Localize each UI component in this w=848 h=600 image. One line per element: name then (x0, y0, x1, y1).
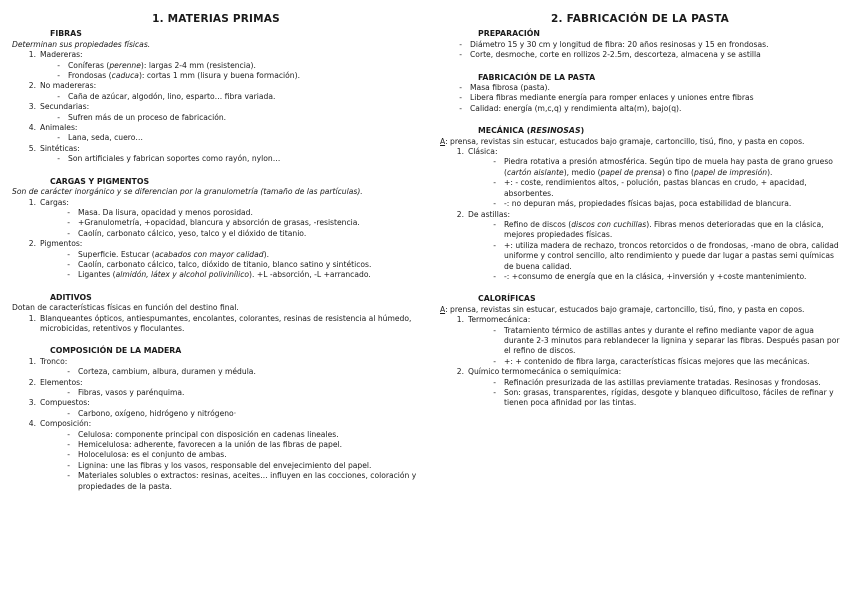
sub-item: - Refinación presurizada de las astillas previamente tratadas. Resinosas y frondosas. (440, 378, 840, 388)
item-number: 2. (28, 239, 36, 249)
item-label: Madereras: (40, 50, 83, 60)
heading-aditivos: ADITIVOS (50, 292, 92, 302)
intro-cargas: Son de carácter inorgánico y se diferencian por la granulometría (tamaño de las partículas). (12, 187, 363, 197)
sub-text: Son artificiales y fabrican soportes como rayón, nylon… (68, 154, 281, 164)
heading-text: ) (580, 126, 585, 136)
sub-text: +: - coste, rendimientos altos, - polución, pastas blancas en crudo, + apacidad, absorbentes. (504, 178, 807, 198)
sub-item: - Calidad: energía (m,c,q) y rendimienta alta(m), bajo(q). (440, 104, 840, 114)
list-item (440, 315, 840, 325)
sub-item: - Materiales solubles o extractos: resinas, aceites… influyen en las cocciones, coloración y propiedades de la pasta. (12, 471, 420, 492)
heading-italic: RESINOSAS (530, 126, 581, 136)
sub-item: - Masa. Da lisura, opacidad y menos porosidad. (12, 208, 420, 218)
item-label: Secundarias: (40, 102, 90, 112)
sub-text: ): cortas 1 mm (lisura y buena formación). (138, 71, 300, 81)
sub-item: - Libera fibras mediante energía para romper enlaces y uniones entre fibras (440, 93, 840, 103)
heading-cargas: CARGAS Y PIGMENTOS (50, 176, 150, 186)
sub-item: - Lana, seda, cuero… (12, 133, 420, 143)
item-label: Tronco: (40, 356, 68, 366)
heading-text: MECÁNICA ( (478, 126, 531, 136)
item-number: 5. (28, 143, 36, 153)
sub-item: - Caolín, carbonato cálcico, talco, dióxido de titanio, blanco satino y sintéticos. (12, 260, 420, 270)
item-number: 4. (28, 419, 36, 429)
sub-text: ). (263, 249, 269, 259)
sub-italic: perenne (109, 60, 141, 70)
sub-text: +Granulometría, +opacidad, blancura y absorción de grasas, -resistencia. (78, 218, 360, 228)
item-label: Sintéticas: (40, 143, 80, 153)
list-item (12, 123, 420, 133)
sub-item: - Frondosas (caduca): cortas 1 mm (lisura y buena formación). (57, 71, 300, 81)
list-item (440, 367, 840, 377)
section-title-materias-primas: 1. MATERIAS PRIMAS (152, 13, 280, 25)
lead-text: : prensa, revistas sin estucar, estucados bajo gramaje, cartoncillo, tisú, fino, y pasta en copos. (445, 304, 805, 314)
sub-text: ). (767, 167, 773, 177)
item-number: 3. (28, 398, 36, 408)
sub-item: - Tratamiento térmico de astillas antes y durante el refino mediante vapor de agua durante 2-3 minutos para reblandecer la lignina y separar las fibras. Después pasan por el refino de discos. (493, 325, 840, 356)
sub-text: Superficie. Estucar ( (78, 249, 155, 259)
sub-text: Caolín, carbonato cálcico, talco, dióxido de titanio, blanco satino y sintéticos. (78, 259, 372, 269)
sub-text: Frondosas ( (68, 71, 112, 81)
list-item (440, 210, 840, 220)
sub-item: - +: - coste, rendimientos altos, - polución, pastas blancas en crudo, + apacidad, absorbentes. (440, 178, 840, 199)
sub-text: Materiales solubles o extractos: resinas, aceites… influyen en las cocciones, coloración y propiedades de la pasta. (78, 471, 417, 491)
sub-text: +: utiliza madera de rechazo, troncos retorcidos o de frondosas, -mano de obra, calidad uniforme y control sencillo, alto rendimiento y puede dar lugar a pastas semi químicas de buena calidad. (504, 240, 839, 271)
list-item (12, 81, 420, 91)
sub-item: - Lignina: une las fibras y los vasos, responsable del envejecimiento del papel. (12, 461, 420, 471)
sub-item: - Ligantes (almidón, látex y alcohol polivinílico). +L -absorción, -L +arrancado. (67, 270, 371, 280)
item-label: Compuestos: (40, 398, 90, 408)
sub-item: - -: no depuran más, propiedades físicas bajas, poca estabilidad de blancura. (440, 199, 840, 209)
sub-text: Tratamiento térmico de astillas antes y durante el refino mediante vapor de agua durante 2-3 minutos para reblandecer la lignina y separar las fibras. Después pasan por el refino de discos. (504, 325, 840, 356)
heading-fibras: FIBRAS (50, 29, 82, 39)
sub-text: Coníferas ( (68, 60, 110, 70)
sub-item: - Carbono, oxígeno, hidrógeno y nitrógeno· (12, 409, 420, 419)
item-number: 2. (28, 81, 36, 91)
sub-text: ) o fino ( (661, 167, 695, 177)
list-item (12, 419, 420, 429)
item-label: Animales: (40, 123, 78, 133)
sub-italic: acabados con mayor calidad (154, 249, 264, 259)
item-label: De astillas: (468, 209, 511, 219)
heading-fabricacion: FABRICACIÓN DE LA PASTA (478, 72, 596, 82)
heading-composicion: COMPOSICIÓN DE LA MADERA (50, 346, 182, 356)
sub-text: Corteza, cambium, albura, duramen y médula. (78, 367, 256, 377)
item-label: Composición: (40, 419, 92, 429)
sub-text: ). Fibras menos deterioradas que en la clásica, mejores propiedades físicas. (504, 219, 824, 240)
sub-text: Piedra rotativa a presión atmosférica. Según tipo de muela hay pasta de grano grueso ( (504, 157, 833, 177)
sub-item: - Diámetro 15 y 30 cm y longitud de fibra: 20 años resinosas y 15 en frondosas. (440, 40, 840, 50)
intro-aditivos: Dotan de características físicas en función del destino final. (12, 303, 239, 313)
sub-text: Libera fibras mediante energía para romper enlaces y uniones entre fibras (470, 93, 754, 103)
sub-text: Sufren más de un proceso de fabricación. (68, 112, 227, 122)
sub-text: Diámetro 15 y 30 cm y longitud de fibra: 20 años resinosas y 15 en frondosas. (470, 39, 769, 49)
sub-item: - Coníferas (perenne): largas 2-4 mm (resistencia). (57, 60, 256, 70)
list-item (12, 198, 420, 208)
sub-italic: papel de impresión (694, 167, 768, 177)
sub-item: - Son: grasas, transparentes, rígidas, desgote y blanqueo dificultoso, fáciles de refinar y tienen poca afinidad por las tintas. (440, 388, 840, 409)
sub-item: - Caolín, carbonato cálcico, yeso, talco y el dióxido de titanio. (12, 229, 420, 239)
sub-item: - +: utiliza madera de rechazo, troncos retorcidos o de frondosas, -mano de obra, calidad uniforme y control sencillo, alto rendimiento y puede dar lugar a pastas semi químicas de buena calidad. (493, 240, 839, 271)
sub-italic: cartón aislante (506, 167, 564, 177)
list-item (12, 398, 420, 408)
item-number: 1. (456, 315, 464, 325)
item-number: 1. (456, 147, 464, 157)
lead-text: : prensa, revistas sin estucar, estucados bajo gramaje, cartoncillo, tisú, fino, y pasta en copos. (445, 136, 805, 146)
section-title-fabricacion: 2. FABRICACIÓN DE LA PASTA (551, 13, 729, 25)
sub-text: -: no depuran más, propiedades físicas bajas, poca estabilidad de blancura. (504, 199, 792, 209)
list-item (12, 314, 420, 335)
item-number: 2. (456, 209, 464, 219)
sub-text: Carbono, oxígeno, hidrógeno y nitrógeno· (78, 408, 237, 418)
list-item (12, 102, 420, 112)
sub-text: Calidad: energía (m,c,q) y rendimienta alta(m), bajo(q). (470, 103, 682, 113)
sub-item: - Celulosa: componente principal con disposición en cadenas lineales. (12, 430, 420, 440)
sub-item: - -: +consumo de energía que en la clásica, +inversión y +coste mantenimiento. (440, 272, 840, 282)
sub-item: - +Granulometría, +opacidad, blancura y absorción de grasas, -resistencia. (12, 218, 420, 228)
list-item (12, 357, 420, 367)
item-label: Químico termomecánica o semiquímica: (468, 367, 622, 377)
item-label: Pigmentos: (40, 239, 83, 249)
sub-italic: discos con cuchillas (571, 219, 647, 229)
sub-text: Son: grasas, transparentes, rígidas, desgote y blanqueo dificultoso, fáciles de refinar y tienen poca afinidad por las tintas. (504, 388, 834, 408)
lead-calorificas (440, 305, 840, 315)
sub-text: Refino de discos ( (504, 219, 572, 229)
sub-item: - Superficie. Estucar (acabados con mayor calidad). (67, 249, 269, 259)
item-number: 4. (28, 123, 36, 133)
sub-item: - Holocelulosa: es el conjunto de ambas. (12, 450, 420, 460)
sub-item: - Son artificiales y fabrican soportes como rayón, nylon… (12, 154, 420, 164)
list-item (12, 239, 420, 249)
item-number: 2. (28, 377, 36, 387)
sub-text: Masa. Da lisura, opacidad y menos porosidad. (78, 207, 253, 217)
sub-text: Ligantes ( (78, 270, 116, 280)
sub-text: ): largas 2-4 mm (resistencia). (140, 60, 256, 70)
sub-item: - Corteza, cambium, albura, duramen y médula. (12, 367, 420, 377)
sub-item: - Corte, desmoche, corte en rollizos 2-2.5m, descorteza, almacena y se astilla (440, 50, 840, 60)
item-number: 1. (28, 50, 36, 60)
sub-item: - Hemicelulosa: adherente, favorecen a la unión de las fibras de papel. (12, 440, 420, 450)
sub-text: ), medio ( (563, 167, 601, 177)
heading-mecanica (478, 126, 840, 136)
sub-text: Caolín, carbonato cálcico, yeso, talco y el dióxido de titanio. (78, 228, 307, 238)
item-number: 1. (28, 197, 36, 207)
sub-text: Holocelulosa: es el conjunto de ambas. (78, 450, 227, 460)
item-number: 1. (28, 313, 36, 323)
sub-text: Lignina: une las fibras y los vasos, responsable del envejecimiento del papel. (78, 460, 372, 470)
sub-text: Caña de azúcar, algodón, lino, esparto… fibra variada. (68, 91, 276, 101)
item-label: No madereras: (40, 81, 97, 91)
heading-calorificas: CALORÍFICAS (478, 294, 536, 304)
sub-italic: papel de prensa (600, 167, 662, 177)
list-item (12, 144, 420, 154)
item-label: Termomecánica: (468, 315, 531, 325)
sub-text: Refinación presurizada de las astillas previamente tratadas. Resinosas y frondosas. (504, 377, 821, 387)
item-label: Elementos: (40, 377, 83, 387)
item-label: Cargas: (40, 197, 69, 207)
right-column (440, 12, 840, 409)
lead-mecanica (440, 137, 840, 147)
sub-text: Corte, desmoche, corte en rollizos 2-2.5m, descorteza, almacena y se astilla (470, 50, 761, 60)
item-number: 3. (28, 102, 36, 112)
list-item (12, 378, 420, 388)
sub-item: - Refino de discos (discos con cuchillas). Fibras menos deterioradas que en la clásica, mejores propiedades físicas. (493, 219, 824, 240)
sub-italic: caduca (111, 71, 139, 81)
sub-item: - Fibras, vasos y parénquima. (12, 388, 420, 398)
sub-text: Fibras, vasos y parénquima. (78, 388, 185, 397)
item-number: 2. (456, 367, 464, 377)
left-column (12, 12, 420, 492)
sub-item: - Caña de azúcar, algodón, lino, esparto… fibra variada. (12, 92, 420, 102)
sub-text: -: +consumo de energía que en la clásica, +inversión y +coste mantenimiento. (504, 271, 807, 281)
sub-item: - Piedra rotativa a presión atmosférica. Según tipo de muela hay pasta de grano grueso (cartón aislante), medio (papel de prensa) o fino (papel de impresión). (493, 157, 833, 177)
sub-italic: almidón, látex y alcohol polivinílico (115, 270, 250, 280)
item-number: 1. (28, 356, 36, 366)
sub-text: ). +L -absorción, -L +arrancado. (249, 270, 371, 280)
sub-text: Celulosa: componente principal con disposición en cadenas lineales. (78, 429, 339, 439)
lead-marker: A (440, 136, 446, 146)
sub-item: - Masa fibrosa (pasta). (440, 83, 840, 93)
sub-item: - +: + contenido de fibra larga, características físicas mejores que las mecánicas. (440, 357, 840, 367)
sub-text: Lana, seda, cuero… (68, 133, 143, 143)
item-label: Blanqueantes ópticos, antiespumantes, encolantes, colorantes, resinas de resistencia al húmedo, microbicidas, retentivos y floculantes. (40, 313, 412, 333)
sub-text: Hemicelulosa: adherente, favorecen a la unión de las fibras de papel. (78, 440, 343, 450)
sub-text: +: + contenido de fibra larga, características físicas mejores que las mecánicas. (504, 356, 810, 366)
lead-marker: A (440, 304, 446, 314)
intro-fibras: Determinan sus propiedades físicas. (12, 39, 151, 49)
list-item (440, 147, 840, 157)
sub-item: - Sufren más de un proceso de fabricación. (12, 113, 420, 123)
sub-text: Masa fibrosa (pasta). (470, 83, 550, 93)
heading-preparacion: PREPARACIÓN (478, 29, 540, 39)
list-item (12, 50, 420, 60)
item-label: Clásica: (468, 147, 498, 157)
